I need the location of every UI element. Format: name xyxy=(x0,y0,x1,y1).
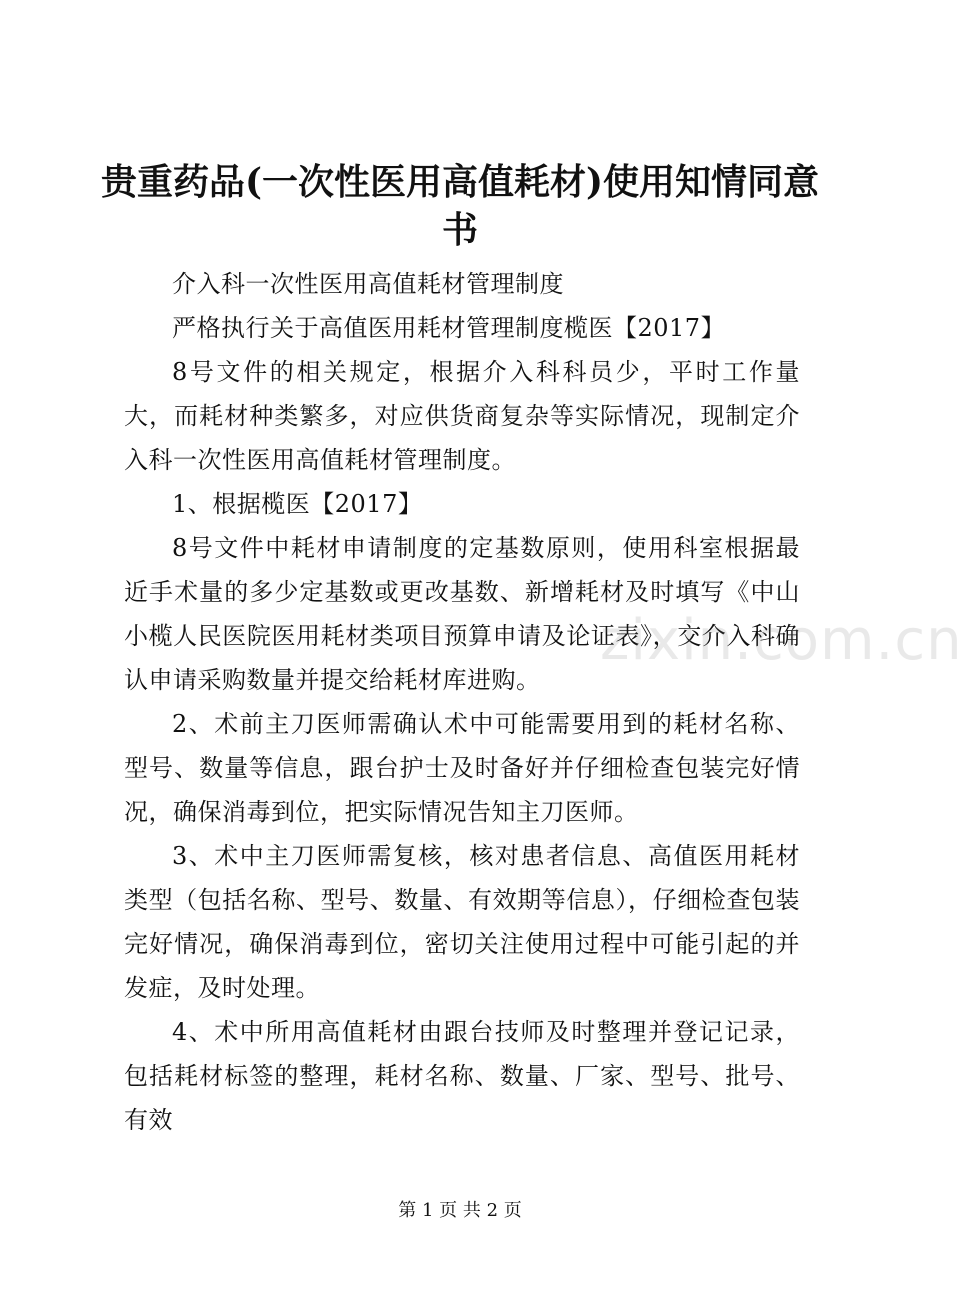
page-footer: 第 1 页 共 2 页 xyxy=(398,1200,522,1221)
paragraph: 2、术前主刀医师需确认术中可能需要用到的耗材名称、型号、数量等信息，跟台护士及时备好并仔细检查包装完好情况，确保消毒到位，把实际情况告知主刀医师。 xyxy=(124,710,800,826)
paragraph: 8号文件的相关规定，根据介入科科员少，平时工作量大，而耗材种类繁多，对应供货商复杂等实际情况，现制定介入科一次性医用高值耗材管理制度。 xyxy=(124,358,800,474)
paragraph: 4、术中所用高值耗材由跟台技师及时整理并登记记录，包括耗材标签的整理，耗材名称、数量、厂家、型号、批号、有效 xyxy=(124,1018,800,1134)
paragraph: 3、术中主刀医师需复核，核对患者信息、高值医用耗材类型（包括名称、型号、数量、有效期等信息），仔细检查包装完好情况，确保消毒到位，密切关注使用过程中可能引起的并发症，及时处理。 xyxy=(124,842,800,1002)
paragraph: 严格执行关于高值医用耗材管理制度榄医【2017】 xyxy=(172,314,726,342)
paragraph: 8号文件中耗材申请制度的定基数原则，使用科室根据最近手术量的多少定基数或更改基数、新增耗材及时填写《中山小榄人民医院医用耗材类项目预算申请及论证表》，交介入科确认申请采购数量并提交给耗材库进购。 xyxy=(124,534,800,694)
paragraph: 介入科一次性医用高值耗材管理制度 xyxy=(172,270,564,298)
watermark: zixin.com.cn xyxy=(600,608,963,673)
document-title: 贵重药品(一次性医用高值耗材)使用知情同意书 xyxy=(100,161,820,251)
paragraph: 1、根据榄医【2017】 xyxy=(172,490,423,518)
document-body xyxy=(124,262,800,1142)
